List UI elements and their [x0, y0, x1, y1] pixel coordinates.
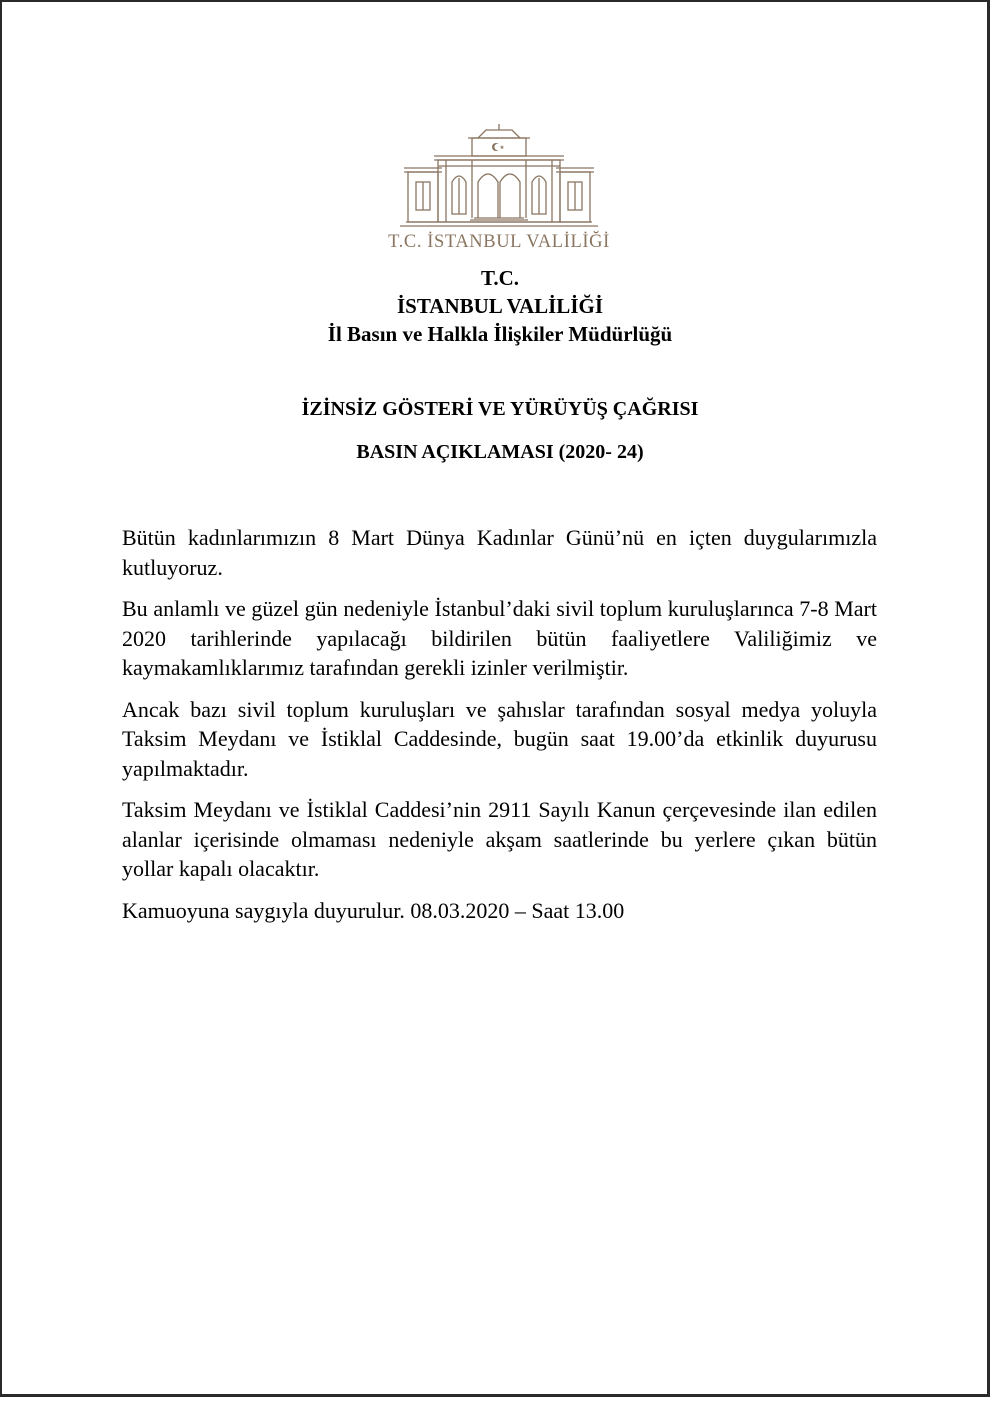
header-directorate: İl Basın ve Halkla İlişkiler Müdürlüğü	[327, 322, 673, 346]
governorship-building-icon	[386, 124, 612, 230]
paragraph: Bütün kadınlarımızın 8 Mart Dünya Kadınlar Günü’nü en içten duygularımızla kutluyoruz.	[122, 525, 877, 580]
document-title: İZİNSİZ GÖSTERİ VE YÜRÜYÜŞ ÇAĞRISI	[301, 398, 699, 420]
document-body	[122, 523, 877, 937]
logo-caption: T.C. İSTANBUL VALİLİĞİ	[388, 232, 610, 252]
closing-line: Kamuoyuna saygıyla duyurulur. 08.03.2020 – Saat 13.00	[122, 897, 625, 923]
crescent-star-icon	[492, 143, 504, 151]
header-governorship: İSTANBUL VALİLİĞİ	[396, 294, 603, 318]
header-tc: T.C.	[480, 266, 520, 290]
paragraph: Ancak bazı sivil toplum kuruluşları ve şahıslar tarafından sosyal medya yoluyla Taksim Meydanı ve İstiklal Caddesinde, bugün saat 19.00’da etkinlik duyurusu yapılmaktadır.	[122, 696, 877, 781]
paragraph: Bu anlamlı ve güzel gün nedeniyle İstanbul’daki sivil toplum kuruluşlarınca 7-8 Mart 2020 tarihlerinde yapılacağı bildirilen bütün faaliyetlere Valiliğimiz ve kaymakamlıklarımız tarafından gerekli izinler verilmiştir.	[122, 596, 877, 680]
document-subtitle: BASIN AÇIKLAMASI (2020- 24)	[356, 441, 644, 463]
letterhead	[2, 264, 996, 348]
istanbul-governorship-logo	[386, 124, 612, 266]
paragraph: Taksim Meydanı ve İstiklal Caddesi’nin 2911 Sayılı Kanun çerçevesinde ilan edilen alanlar içerisinde olmaması nedeniyle akşam saatlerinde bu yerlere çıkan bütün yollar kapalı olacaktır.	[122, 797, 877, 881]
